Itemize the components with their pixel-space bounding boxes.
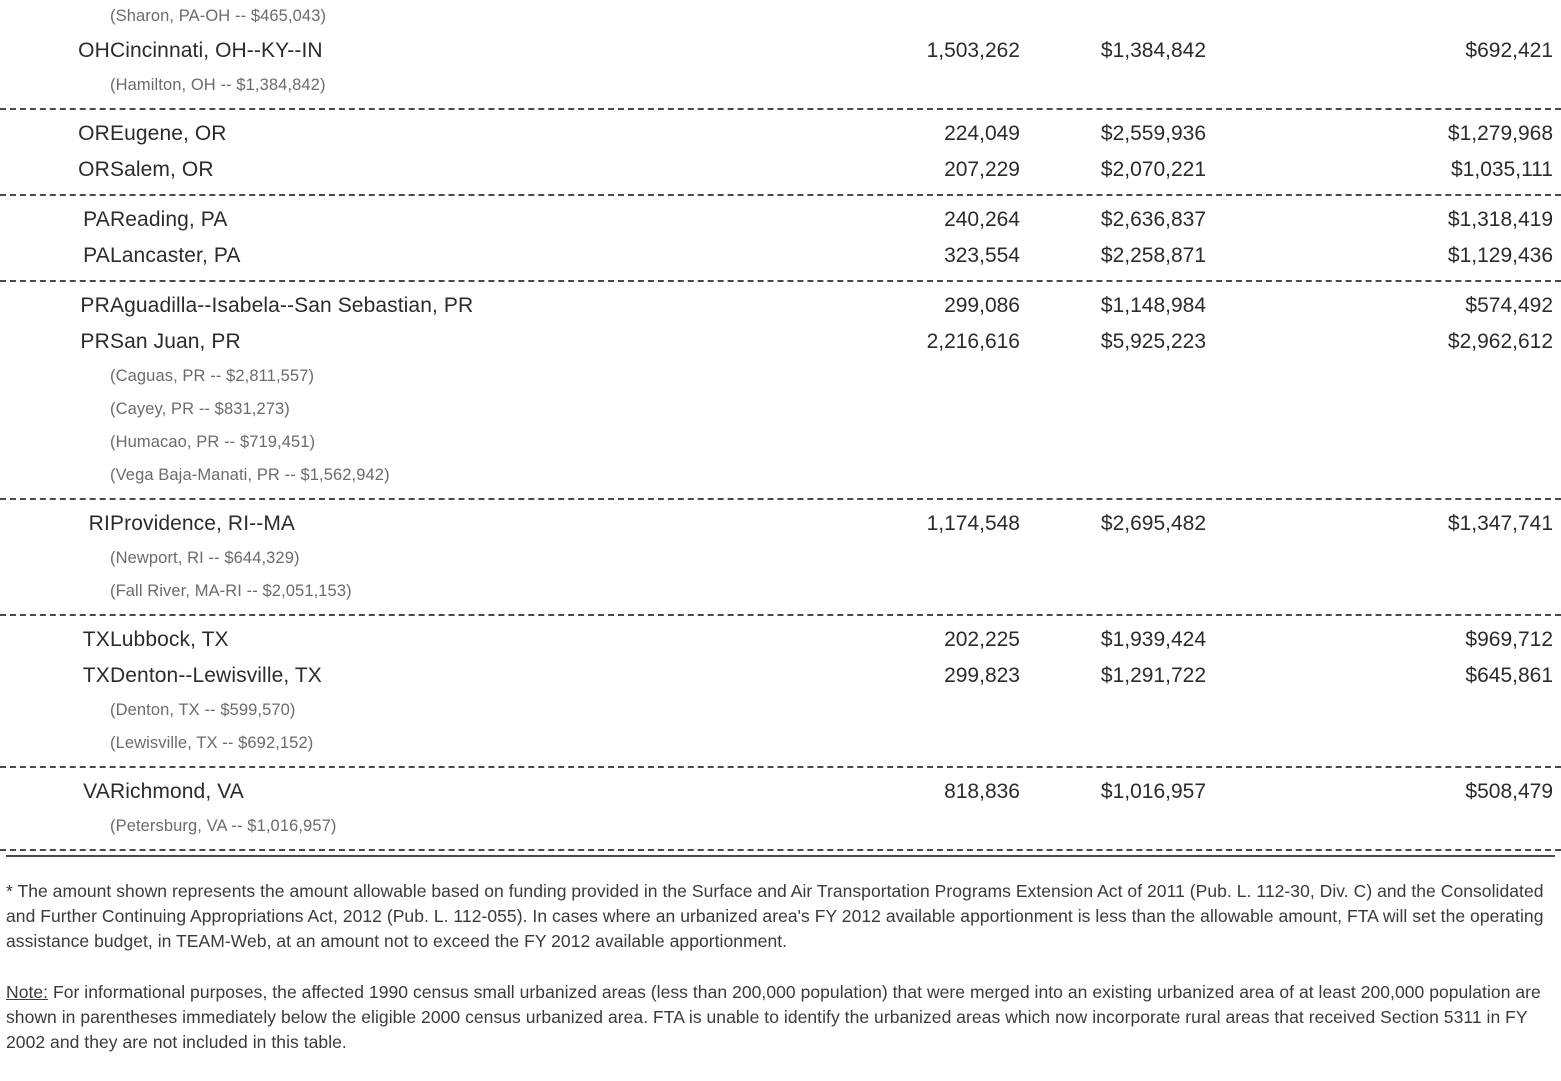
separator-group-pr — [0, 492, 1561, 506]
separator-group-tx — [0, 760, 1561, 774]
empty-cell — [1255, 459, 1561, 492]
row-state: OH — [78, 39, 110, 62]
empty-cell — [1255, 360, 1561, 393]
empty-cell — [1025, 0, 1255, 33]
empty-cell — [1255, 69, 1561, 102]
empty-cell — [1255, 694, 1561, 727]
group-separator — [0, 608, 1561, 622]
row-area-name: Eugene, OR — [110, 122, 227, 145]
note-label: Note: — [6, 982, 49, 1002]
empty-cell — [1255, 542, 1561, 575]
row-state-spacer — [0, 727, 110, 760]
row-state-spacer — [0, 694, 110, 727]
note-body: For informational purposes, the affected 1990 census small urbanized areas (less than 200,000 population) that were merged into an existing urbanized area of at least 200,000 population are shown in parentheses immediately below the eligible 2000 census urbanized area. FTA is unable to identify the urbanized areas which now incorporate rural areas that received Section 5311 in FY 2002 and they are not included in this table. — [6, 982, 1541, 1052]
row-state-spacer — [0, 575, 110, 608]
row-apportionment: $5,925,223 — [1100, 330, 1206, 353]
row-operating-assistance: $645,861 — [1465, 664, 1553, 687]
merged-area-row — [0, 542, 1561, 575]
row-area-name: Providence, RI--MA — [110, 512, 296, 535]
row-state: PR — [80, 330, 110, 353]
merged-area-label: (Cayey, PR -- $831,273) — [110, 400, 290, 418]
empty-cell — [775, 694, 1025, 727]
merged-area-row — [0, 459, 1561, 492]
merged-area-label: (Vega Baja-Manati, PR -- $1,562,942) — [110, 466, 390, 484]
footnote-note — [6, 980, 1555, 1055]
row-operating-assistance: $1,035,111 — [1451, 158, 1553, 181]
merged-area-label: (Denton, TX -- $599,570) — [110, 701, 296, 719]
row-apportionment: $2,070,221 — [1100, 158, 1206, 181]
row-state: PA — [83, 244, 110, 267]
row-area-name: Richmond, VA — [110, 780, 244, 803]
group-separator — [0, 274, 1561, 288]
row-state: PR — [80, 294, 110, 317]
row-operating-assistance: $1,347,741 — [1447, 512, 1553, 535]
group-separator — [0, 188, 1561, 202]
empty-cell — [775, 426, 1025, 459]
separator-group-or — [0, 188, 1561, 202]
empty-cell — [1255, 810, 1561, 843]
row-state: RI — [88, 512, 110, 535]
row-state: PA — [83, 208, 110, 231]
merged-area-row-orphan — [0, 0, 1561, 33]
row-apportionment: $1,016,957 — [1100, 780, 1206, 803]
merged-area-row — [0, 360, 1561, 393]
empty-cell — [775, 0, 1025, 33]
merged-area-label: (Lewisville, TX -- $692,152) — [110, 734, 314, 752]
empty-cell — [1255, 0, 1561, 33]
row-operating-assistance: $1,318,419 — [1447, 208, 1553, 231]
row-state-spacer — [0, 69, 110, 102]
row-population: 323,554 — [944, 244, 1020, 267]
row-area-name: Lancaster, PA — [110, 244, 241, 267]
merged-area-row — [0, 727, 1561, 760]
row-apportionment: $1,291,722 — [1100, 664, 1206, 687]
row-population: 299,823 — [944, 664, 1020, 687]
empty-cell — [1025, 393, 1255, 426]
row-population: 202,225 — [944, 628, 1020, 651]
group-separator — [0, 760, 1561, 774]
row-operating-assistance: $1,279,968 — [1447, 122, 1553, 145]
row-state-spacer — [0, 810, 110, 843]
table-row — [0, 238, 1561, 274]
row-apportionment: $1,384,842 — [1100, 39, 1206, 62]
row-state-spacer — [0, 393, 110, 426]
table-row — [0, 658, 1561, 694]
empty-cell — [775, 393, 1025, 426]
group-separator — [0, 492, 1561, 506]
row-state: TX — [82, 628, 110, 651]
row-apportionment: $1,148,984 — [1100, 294, 1206, 317]
row-population: 1,174,548 — [926, 512, 1020, 535]
empty-cell — [775, 727, 1025, 760]
merged-area-label: (Sharon, PA-OH -- $465,043) — [110, 7, 327, 25]
merged-area-label: (Caguas, PR -- $2,811,557) — [110, 367, 315, 385]
row-apportionment: $2,559,936 — [1100, 122, 1206, 145]
empty-cell — [1025, 575, 1255, 608]
row-population: 207,229 — [944, 158, 1020, 181]
merged-area-label: (Newport, RI -- $644,329) — [110, 549, 300, 567]
table-row — [0, 202, 1561, 238]
row-state-spacer — [0, 426, 110, 459]
separator-group-oh — [0, 102, 1561, 116]
row-population: 224,049 — [944, 122, 1020, 145]
merged-area-row — [0, 69, 1561, 102]
table-row — [0, 324, 1561, 360]
row-population: 240,264 — [944, 208, 1020, 231]
row-operating-assistance: $1,129,436 — [1447, 244, 1553, 267]
merged-area-label: (Petersburg, VA -- $1,016,957) — [110, 817, 337, 835]
empty-cell — [1255, 727, 1561, 760]
row-population: 2,216,616 — [926, 330, 1020, 353]
empty-cell — [1255, 426, 1561, 459]
separator-group-pa — [0, 274, 1561, 288]
table-row — [0, 774, 1561, 810]
row-area-name: Reading, PA — [110, 208, 228, 231]
empty-cell — [1025, 360, 1255, 393]
row-operating-assistance: $574,492 — [1465, 294, 1553, 317]
table-row — [0, 288, 1561, 324]
row-state-spacer — [0, 360, 110, 393]
empty-cell — [1025, 69, 1255, 102]
empty-cell — [775, 459, 1025, 492]
row-area-name: Salem, OR — [110, 158, 214, 181]
footer-divider — [6, 855, 1555, 857]
row-population: 299,086 — [944, 294, 1020, 317]
row-area-name: Cincinnati, OH--KY--IN — [110, 39, 323, 62]
row-state-spacer — [0, 542, 110, 575]
row-area-name: San Juan, PR — [110, 330, 241, 353]
row-operating-assistance: $692,421 — [1465, 39, 1553, 62]
empty-cell — [775, 810, 1025, 843]
merged-area-label: (Humacao, PR -- $719,451) — [110, 433, 316, 451]
footnote-asterisk: * The amount shown represents the amount allowable based on funding provided in the Surface and Air Transportation Programs Extension Act of 2011 (Pub. L. 112-30, Div. C) and the Consolidated and Further Continuing Appropriations Act, 2012 (Pub. L. 112-055). In cases where an urbanized area's FY 2012 available apportionment is less than the allowable amount, FTA will set the operating assistance budget, in TEAM-Web, at an amount not to exceed the FY 2012 available apportionment. — [6, 881, 1544, 951]
row-state-spacer — [0, 459, 110, 492]
row-population: 1,503,262 — [926, 39, 1020, 62]
merged-area-label: (Hamilton, OH -- $1,384,842) — [110, 76, 326, 94]
row-operating-assistance: $2,962,612 — [1447, 330, 1553, 353]
merged-area-row — [0, 426, 1561, 459]
group-separator — [0, 102, 1561, 116]
merged-area-row — [0, 694, 1561, 727]
empty-cell — [1255, 575, 1561, 608]
row-state: TX — [82, 664, 110, 687]
row-apportionment: $2,695,482 — [1100, 512, 1206, 535]
empty-cell — [775, 360, 1025, 393]
empty-cell — [1025, 727, 1255, 760]
row-state: VA — [83, 780, 110, 803]
empty-cell — [1025, 694, 1255, 727]
empty-cell — [1025, 426, 1255, 459]
table-row — [0, 622, 1561, 658]
row-state-spacer — [0, 0, 110, 33]
empty-cell — [775, 575, 1025, 608]
table-row — [0, 33, 1561, 69]
empty-cell — [1255, 393, 1561, 426]
row-apportionment: $2,258,871 — [1100, 244, 1206, 267]
row-population: 818,836 — [944, 780, 1020, 803]
merged-area-row — [0, 393, 1561, 426]
row-area-name: Denton--Lewisville, TX — [110, 664, 322, 687]
table-row — [0, 506, 1561, 542]
table-row — [0, 116, 1561, 152]
merged-area-label: (Fall River, MA-RI -- $2,051,153) — [110, 582, 352, 600]
empty-cell — [775, 69, 1025, 102]
row-area-name: Lubbock, TX — [110, 628, 229, 651]
row-area-name: Aguadilla--Isabela--San Sebastian, PR — [110, 294, 474, 317]
row-apportionment: $2,636,837 — [1100, 208, 1206, 231]
separator-group-ri — [0, 608, 1561, 622]
table-row — [0, 152, 1561, 188]
merged-area-row — [0, 810, 1561, 843]
empty-cell — [1025, 810, 1255, 843]
row-apportionment: $1,939,424 — [1100, 628, 1206, 651]
row-state: OR — [78, 122, 110, 145]
merged-area-row — [0, 575, 1561, 608]
row-operating-assistance: $969,712 — [1465, 628, 1553, 651]
empty-cell — [775, 542, 1025, 575]
empty-cell — [1025, 542, 1255, 575]
footer-notes — [0, 855, 1561, 1055]
row-state: OR — [78, 158, 110, 181]
row-operating-assistance: $508,479 — [1465, 780, 1553, 803]
empty-cell — [1025, 459, 1255, 492]
